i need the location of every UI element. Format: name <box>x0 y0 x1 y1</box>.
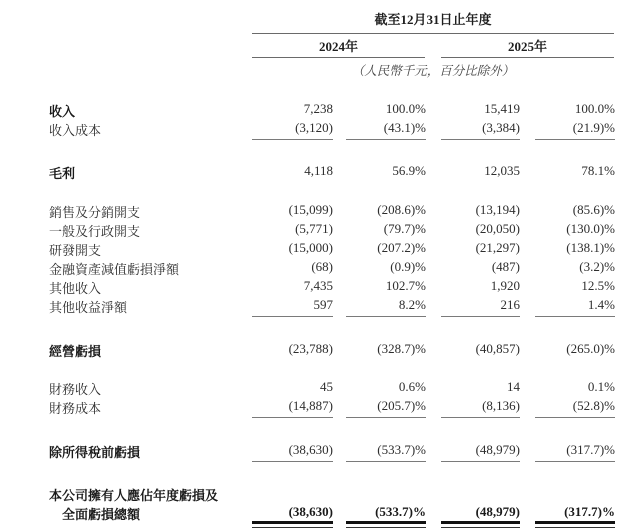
row-label-line1: 本公司擁有人應佔年度虧損及 <box>49 488 219 503</box>
subtotal-rule <box>535 316 615 317</box>
value-2025: 1,920 <box>490 278 520 293</box>
percent-2025: 12.5% <box>581 278 615 293</box>
value-2025: (48,979) <box>475 442 520 457</box>
total-double-rule <box>535 521 615 524</box>
percent-2025: 100.0% <box>574 101 615 116</box>
row-label: 金融資產減值虧損淨額 <box>49 262 180 277</box>
percent-2024: (533.7)% <box>377 442 426 457</box>
percent-2025: (85.6)% <box>572 202 615 217</box>
percent-2024: (79.7)% <box>383 221 426 236</box>
value-2024: 7,238 <box>303 101 333 116</box>
percent-2024: (43.1)% <box>383 120 426 135</box>
year-2024-header: 2024年 <box>318 39 358 54</box>
value-2024: 4,118 <box>304 163 333 178</box>
total-double-rule <box>441 527 520 528</box>
total-double-rule <box>346 527 426 528</box>
year-2024-rule <box>252 57 425 58</box>
value-2025: (20,050) <box>475 221 520 236</box>
value-2024: (23,788) <box>288 341 333 356</box>
percent-2024: (207.2)% <box>377 240 426 255</box>
value-2025: (48,979) <box>475 504 520 519</box>
percent-2024: 8.2% <box>398 297 426 312</box>
row-label: 其他收入 <box>49 281 102 296</box>
subtotal-rule <box>346 417 426 418</box>
subtotal-rule <box>441 461 520 462</box>
value-2025: (21,297) <box>475 240 520 255</box>
subtotal-rule <box>535 417 615 418</box>
value-2024: 7,435 <box>303 278 333 293</box>
row-label: 收入成本 <box>49 123 102 138</box>
value-2024: (15,000) <box>288 240 333 255</box>
percent-2024: (0.9)% <box>390 259 426 274</box>
value-2024: (68) <box>311 259 333 274</box>
unit-note: （人民幣千元，百分比除外） <box>351 64 515 78</box>
row-label: 財務成本 <box>49 401 102 416</box>
total-double-rule <box>346 521 426 524</box>
value-2024: (38,630) <box>288 442 333 457</box>
value-2025: (3,384) <box>482 120 520 135</box>
subtotal-rule <box>252 417 333 418</box>
percent-2025: 1.4% <box>587 297 615 312</box>
total-double-rule <box>252 527 333 528</box>
row-label: 毛利 <box>49 166 76 181</box>
total-double-rule <box>252 521 333 524</box>
subtotal-rule <box>535 461 615 462</box>
row-label: 收入 <box>49 104 76 119</box>
percent-2024: 0.6% <box>398 379 426 394</box>
percent-2025: 0.1% <box>587 379 615 394</box>
year-2025-rule <box>441 57 614 58</box>
row-label: 其他收益淨額 <box>49 300 128 315</box>
value-2025: 216 <box>500 297 520 312</box>
value-2025: (40,857) <box>475 341 520 356</box>
percent-2025: (130.0)% <box>566 221 615 236</box>
value-2024: (3,120) <box>295 120 333 135</box>
subtotal-rule <box>346 139 426 140</box>
subtotal-rule <box>252 316 333 317</box>
percent-2024: 100.0% <box>385 101 426 116</box>
row-label: 經營虧損 <box>49 344 102 359</box>
percent-2025: (265.0)% <box>566 341 615 356</box>
total-double-rule <box>441 521 520 524</box>
percent-2025: (21.9)% <box>572 120 615 135</box>
value-2024: (5,771) <box>295 221 333 236</box>
subtotal-rule <box>441 316 520 317</box>
value-2024: (14,887) <box>288 398 333 413</box>
percent-2024: 56.9% <box>392 163 426 178</box>
percent-2024: (205.7)% <box>377 398 426 413</box>
subtotal-rule <box>252 461 333 462</box>
value-2024: 597 <box>313 297 333 312</box>
row-label: 財務收入 <box>49 382 102 397</box>
subtotal-rule <box>535 139 615 140</box>
total-double-rule <box>535 527 615 528</box>
subtotal-rule <box>252 139 333 140</box>
row-label: 一般及行政開支 <box>49 224 141 239</box>
period-header: 截至12月31日止年度 <box>374 12 492 27</box>
percent-2024: (533.7)% <box>375 504 426 519</box>
value-2025: (487) <box>491 259 520 274</box>
percent-2024: (208.6)% <box>377 202 426 217</box>
percent-2025: (3.2)% <box>579 259 615 274</box>
row-label: 銷售及分銷開支 <box>49 205 141 220</box>
value-2024: (15,099) <box>288 202 333 217</box>
value-2024: (38,630) <box>288 504 333 519</box>
percent-2025: (317.7)% <box>566 442 615 457</box>
value-2025: (13,194) <box>475 202 520 217</box>
subtotal-rule <box>346 316 426 317</box>
subtotal-rule <box>441 139 520 140</box>
row-label: 研發開支 <box>49 243 102 258</box>
value-2025: (8,136) <box>482 398 520 413</box>
header-rule <box>252 33 614 34</box>
percent-2024: 102.7% <box>385 278 426 293</box>
percent-2025: 78.1% <box>581 163 615 178</box>
value-2025: 12,035 <box>484 163 520 178</box>
percent-2024: (328.7)% <box>377 341 426 356</box>
percent-2025: (138.1)% <box>566 240 615 255</box>
percent-2025: (317.7)% <box>564 504 615 519</box>
value-2024: 45 <box>320 379 333 394</box>
percent-2025: (52.8)% <box>572 398 615 413</box>
value-2025: 15,419 <box>484 101 520 116</box>
subtotal-rule <box>441 417 520 418</box>
value-2025: 14 <box>507 379 520 394</box>
row-label: 除所得稅前虧損 <box>49 445 141 460</box>
row-label-line2: 全面虧損總額 <box>62 507 141 522</box>
subtotal-rule <box>346 461 426 462</box>
year-2025-header: 2025年 <box>507 39 547 54</box>
